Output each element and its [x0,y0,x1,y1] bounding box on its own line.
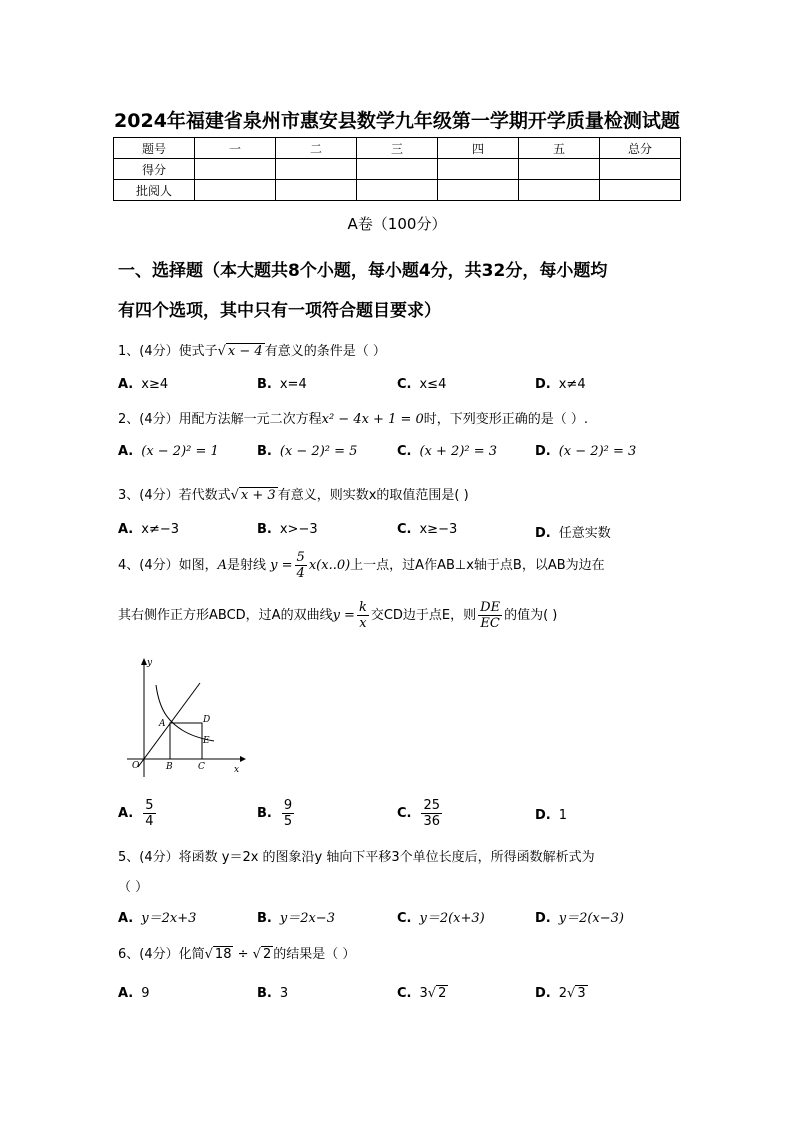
q2-option-c[interactable] [397,444,497,459]
q2-suffix: 时，下列变形正确的是（ ）. [423,412,589,427]
q5-option-c[interactable] [397,907,485,926]
question-4-line1 [118,550,605,581]
option-letter: C. [397,986,412,1001]
option-letter: D. [535,986,551,1001]
option-fraction [143,798,155,829]
denominator: 5 [283,814,293,829]
option-letter: C. [397,806,412,821]
option-letter: C. [397,522,412,537]
q1-prefix: 1、(4分）使式子 [118,344,218,359]
q4-line2-prefix: 其右侧作正方形ABCD，过A的双曲线 [118,608,333,623]
option-letter: B. [257,806,272,821]
table-row [114,180,681,201]
option-letter: C. [397,444,412,459]
q1-suffix: 有意义的条件是（ ） [264,344,386,359]
question-2 [118,408,588,427]
option-letter: B. [257,986,272,1001]
question-6 [118,943,355,962]
table-cell: 批阅人 [114,180,195,201]
q1-option-b[interactable] [257,377,307,392]
q3-radicand: x + 3 [240,488,276,503]
option-text: y＝2x+3 [141,911,197,926]
option-letter: A. [118,806,134,821]
table-cell: 二 [276,138,357,159]
option-text: 3 [279,986,289,1001]
q6-suffix: 的结果是（ ） [273,947,356,962]
option-fraction [421,798,442,829]
q4-option-d[interactable] [535,808,567,823]
numerator: k [358,600,367,615]
denominator: x [359,616,367,631]
page-title: 2024年福建省泉州市惠安县数学九年级第一学期开学质量检测试题 [114,110,680,132]
option-text: x≤4 [419,377,447,392]
part1-heading-line2: 有四个选项，其中只有一项符合题目要求） [118,301,441,321]
table-cell: 题号 [114,138,195,159]
q4-option-a[interactable] [118,798,158,829]
section-a-title: A卷（100分） [347,215,447,233]
denominator: 4 [145,814,154,829]
table-cell: 得分 [114,159,195,180]
label-o: O [132,761,140,771]
option-letter: C. [397,911,412,926]
score-input-cell[interactable] [195,159,276,180]
q1-option-a[interactable] [118,377,168,392]
q2-option-b[interactable] [257,444,357,459]
q3-prefix: 3、(4分）若代数式 [118,488,231,503]
square-abcd [170,723,202,759]
table-cell: 总分 [600,138,681,159]
option-text: (x − 2)² = 5 [279,444,358,459]
q4-ray-fraction [295,550,307,581]
option-letter: D. [535,911,551,926]
option-text: (x − 2)² = 3 [558,444,637,459]
score-input-cell[interactable] [600,159,681,180]
x-axis-arrow [240,756,246,762]
table-cell: 四 [438,138,519,159]
question-5-line1: 5、(4分）将函数 y＝2x 的图象沿y 轴向下平移3个单位长度后，所得函数解析式为 [118,850,595,865]
q6-option-c[interactable] [397,986,448,1001]
label-a: A [159,719,166,729]
option-letter: D. [535,808,551,823]
sqrt-sign: √ [252,947,261,962]
q1-option-c[interactable] [397,377,446,392]
q3-option-a[interactable] [118,522,179,537]
q4-text: 是射线 [227,558,267,573]
table-cell: 三 [357,138,438,159]
option-text: x≥−3 [419,522,458,537]
q2-equation: x² − 4x + 1 = 0 [321,412,424,427]
q3-option-d[interactable] [535,522,611,541]
numerator: 5 [145,798,154,813]
q5-option-a[interactable] [118,907,196,926]
q4-line2-mid: 交CD边于点E，则 [370,608,477,623]
option-letter: B. [257,377,272,392]
q4-figure [122,655,247,777]
q4-hyp-lhs: y = [332,608,355,623]
q6-option-b[interactable] [257,986,288,1001]
option-text: 3 [419,986,428,1001]
option-letter: C. [397,377,412,392]
numerator: DE [480,600,501,615]
denominator: 36 [423,814,441,829]
q5-option-d[interactable] [535,907,624,926]
option-letter: B. [257,522,272,537]
table-cell: 一 [195,138,276,159]
score-input-cell[interactable] [519,159,600,180]
option-text: y＝2(x+3) [419,911,485,926]
reviewer-input-cell[interactable] [195,180,276,201]
denominator: 4 [296,566,305,581]
q6-prefix: 6、(4分）化简 [118,947,205,962]
label-c: C [198,762,205,772]
option-text: y＝2(x−3) [558,911,624,926]
option-text: y＝2x−3 [279,911,335,926]
q4-hyp-fraction [357,600,369,631]
table-row [114,159,681,180]
reviewer-input-cell[interactable] [600,180,681,201]
q4-ratio-fraction [478,600,502,631]
numerator: 9 [283,798,293,813]
score-input-cell[interactable] [438,159,519,180]
q4-text-rest: 上一点，过A作AB⊥x轴于点B，以AB为边在 [350,558,605,573]
option-text: 2 [558,986,568,1001]
reviewer-input-cell[interactable] [276,180,357,201]
option-text: x≠4 [558,377,586,392]
denominator: EC [480,616,500,631]
table-row [114,138,681,159]
q6-option-d[interactable] [535,986,588,1001]
q4-line2-suffix: 的值为( ) [504,608,558,623]
option-text: (x − 2)² = 1 [141,444,219,459]
option-letter: A. [118,444,134,459]
q6-radicand-b: 2 [262,947,272,962]
label-b: B [166,762,173,772]
score-table [113,137,681,201]
option-letter: A. [118,986,134,1001]
question-1 [118,340,386,359]
q3-suffix: 有意义，则实数x的取值范围是( ) [277,488,469,503]
q4-point-a: A [217,558,228,573]
option-letter: D. [535,377,551,392]
q4-prefix: 4、(4分）如图， [118,558,218,573]
q2-option-d[interactable] [535,444,636,459]
part1-heading-line1: 一、选择题（本大题共8个小题，每小题4分，共32分，每小题均 [118,261,608,281]
q6-operator: ÷ [233,947,253,962]
q6-radicand-a: 18 [214,947,232,962]
numerator: 5 [296,550,305,565]
q4-ray-lhs: y = [270,558,293,573]
q6-option-a[interactable] [118,986,150,1001]
reviewer-input-cell[interactable] [519,180,600,201]
option-letter: B. [257,444,272,459]
option-letter: B. [257,911,272,926]
q2-option-a[interactable] [118,444,219,459]
q4-option-c[interactable] [397,798,444,829]
option-text: x≥4 [141,377,169,392]
sqrt-sign: √ [567,986,576,1001]
sqrt-sign: √ [204,947,213,962]
option-text: 任意实数 [558,526,611,541]
option-text: 9 [141,986,150,1001]
option-letter: D. [535,444,551,459]
numerator: 25 [423,798,441,813]
hyperbola-curve [156,685,214,741]
q4-option-b[interactable] [257,798,296,829]
option-text: (x + 2)² = 3 [419,444,498,459]
label-d: D [203,715,211,725]
option-text: x>−3 [279,522,318,537]
reviewer-input-cell[interactable] [357,180,438,201]
q2-prefix: 2、(4分）用配方法解一元二次方程 [118,412,322,427]
ray-line [138,683,200,767]
sqrt-sign: √ [427,986,437,1001]
question-5-line2: （ ） [118,880,149,895]
reviewer-input-cell[interactable] [438,180,519,201]
option-letter: A. [118,911,134,926]
option-letter: D. [535,526,551,541]
option-root: 2 [438,986,447,1001]
label-x: x [234,765,240,775]
q1-option-d[interactable] [535,377,586,392]
label-e: E [203,736,210,746]
option-text: x=4 [279,377,307,392]
option-text: x≠−3 [141,522,179,537]
sqrt-sign: √ [230,488,239,503]
q5-option-b[interactable] [257,907,335,926]
q3-option-b[interactable] [257,522,318,537]
option-letter: A. [118,522,134,537]
q1-radicand: x − 4 [227,344,263,359]
option-fraction [282,798,294,829]
label-y: y [147,658,153,668]
sqrt-sign: √ [217,344,226,359]
option-root: 3 [577,986,586,1001]
option-text: 1 [558,808,568,823]
table-cell: 五 [519,138,600,159]
question-4-line2 [118,600,557,631]
q3-option-c[interactable] [397,522,457,537]
score-input-cell[interactable] [276,159,357,180]
question-3 [118,484,469,503]
q4-ray-rhs: x(x..0) [308,558,351,573]
score-input-cell[interactable] [357,159,438,180]
option-letter: A. [118,377,134,392]
